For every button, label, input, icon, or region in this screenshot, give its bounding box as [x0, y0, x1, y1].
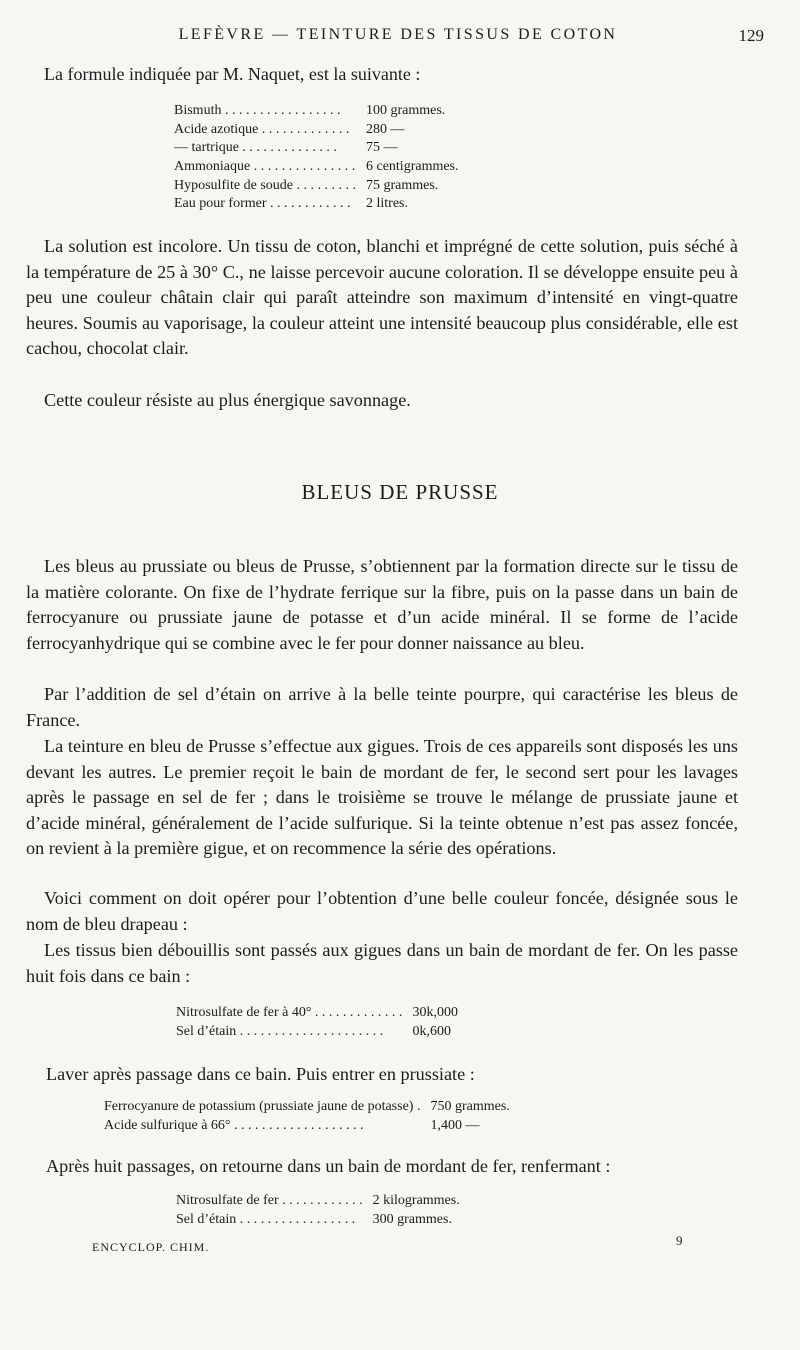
recipe-row	[174, 176, 459, 195]
section-heading: BLEUS DE PRUSSE	[301, 480, 499, 504]
ingredient-name: Ammoniaque . . . . . . . . . . . . . . .	[174, 159, 356, 175]
ingredient-name: Hyposulfite de soude . . . . . . . . .	[174, 177, 356, 193]
recipe-row	[174, 139, 459, 158]
page-number: 129	[738, 26, 764, 45]
ingredient-quantity: 100 grammes.	[365, 103, 446, 119]
signature-number: 9	[676, 1233, 683, 1248]
ingredient-name: Acide azotique . . . . . . . . . . . . .	[174, 121, 350, 137]
running-header	[28, 26, 768, 50]
recipe-row	[174, 158, 459, 177]
recipe-row	[176, 1211, 460, 1230]
ingredient-quantity: 300 grammes.	[372, 1211, 452, 1227]
recipe-row	[104, 1098, 510, 1117]
recipe-row	[174, 102, 459, 121]
ingredient-name: Nitrosulfate de fer à 40° . . . . . . . . . . . . .	[176, 1005, 403, 1021]
recipe-row	[176, 1192, 460, 1211]
paragraph-debouillis: Les tissus bien débouillis sont passés aux gigues dans un bain de mordant de fer. On les passe huit fois dans ce bain :	[26, 940, 738, 986]
ingredient-quantity: 2 litres.	[365, 196, 408, 212]
ingredient-name: Ferrocyanure de potassium (prussiate jaune de potasse) .	[104, 1099, 421, 1115]
recipe-retour-mordant	[176, 1192, 460, 1229]
ingredient-quantity: 75 —	[365, 140, 398, 156]
recipe-row	[176, 1004, 458, 1023]
paragraph-laver: Laver après passage dans ce bain. Puis entrer en prussiate :	[46, 1064, 475, 1084]
paragraph-savonnage: Cette couleur résiste au plus énergique savonnage.	[44, 390, 411, 410]
recipe-row	[174, 195, 459, 214]
footer-signature: ENCYCLOP. CHIM.	[92, 1240, 210, 1254]
ingredient-quantity: 2 kilogrammes.	[372, 1193, 460, 1209]
ingredient-name: Eau pour former . . . . . . . . . . . .	[174, 196, 351, 212]
ingredient-name: Sel d’étain . . . . . . . . . . . . . . . . .	[176, 1211, 356, 1227]
paragraph-bleus-prusse: Les bleus au prussiate ou bleus de Prusse, s’obtiennent par la formation directe sur le tissu de la matière colorante. On fixe de l’hydrate ferrique sur la fibre, puis on la passe dans un bain de ferrocyanure ou prussiate jaune de potasse et d’un acide minéral. Il se forme de l’acide ferrocyanhydrique qui se combine avec le fer pour donner naissance au bleu.	[26, 556, 738, 653]
ingredient-quantity: 750 grammes.	[430, 1099, 510, 1115]
ingredient-name: — tartrique . . . . . . . . . . . . . .	[174, 140, 337, 156]
ingredient-quantity: 6 centigrammes.	[365, 159, 459, 175]
ingredient-quantity: 280 —	[365, 121, 405, 137]
ingredient-quantity: 0k,600	[412, 1023, 451, 1039]
paragraph-huit-passages: Après huit passages, on retourne dans un bain de mordant de fer, renfermant :	[46, 1156, 611, 1176]
ingredient-quantity: 1,400 —	[430, 1117, 480, 1133]
ingredient-name: Sel d’étain . . . . . . . . . . . . . . . . . . . . .	[176, 1023, 384, 1039]
recipe-row	[104, 1117, 510, 1136]
recipe-naquet	[174, 102, 459, 214]
paragraph-bleu-drapeau: Voici comment on doit opérer pour l’obtention d’une belle couleur foncée, désignée sous le nom de bleu drapeau :	[26, 888, 738, 934]
ingredient-name: Acide sulfurique à 66° . . . . . . . . . . . . . . . . . . .	[104, 1117, 364, 1133]
running-title: LEFÈVRE — TEINTURE DES TISSUS DE COTON	[178, 26, 618, 43]
paragraph-gigues: La teinture en bleu de Prusse s’effectue aux gigues. Trois de ces appareils sont disposés les uns devant les autres. Le premier reçoit le bain de mordant de fer, le second sert pour les lavages après le passage en sel de fer ; dans le troisième se trouve le mélange de prussiate jaune et d’acide minéral, généralement de l’acide sulfurique. Si la teinte obtenue n’est pas assez foncée, on revient à la première gigue, et on recommence la série des opérations.	[26, 736, 738, 859]
ingredient-name: Bismuth . . . . . . . . . . . . . . . . .	[174, 103, 341, 119]
recipe-mordant	[176, 1004, 458, 1041]
recipe-row	[176, 1023, 458, 1042]
recipe-row	[174, 121, 459, 140]
ingredient-name: Nitrosulfate de fer . . . . . . . . . . . .	[176, 1193, 363, 1209]
ingredient-quantity: 75 grammes.	[365, 177, 439, 193]
ingredient-quantity: 30k,000	[412, 1005, 458, 1021]
intro-line: La formule indiquée par M. Naquet, est la suivante :	[44, 64, 421, 84]
recipe-prussiate	[104, 1098, 510, 1135]
paragraph-solution: La solution est incolore. Un tissu de coton, blanchi et imprégné de cette solution, puis séché à la température de 25 à 30° C., ne laisse percevoir aucune coloration. Il se développe ensuite peu à peu une couleur châtain clair qui paraît atteindre son maximum d’intensité en vingt-quatre heures. Soumis au vaporisage, la couleur atteint une intensité beaucoup plus considérable, elle est cachou, chocolat clair.	[26, 236, 738, 359]
paragraph-sel-etain: Par l’addition de sel d’étain on arrive à la belle teinte pourpre, qui caractérise les bleus de France.	[26, 684, 738, 730]
